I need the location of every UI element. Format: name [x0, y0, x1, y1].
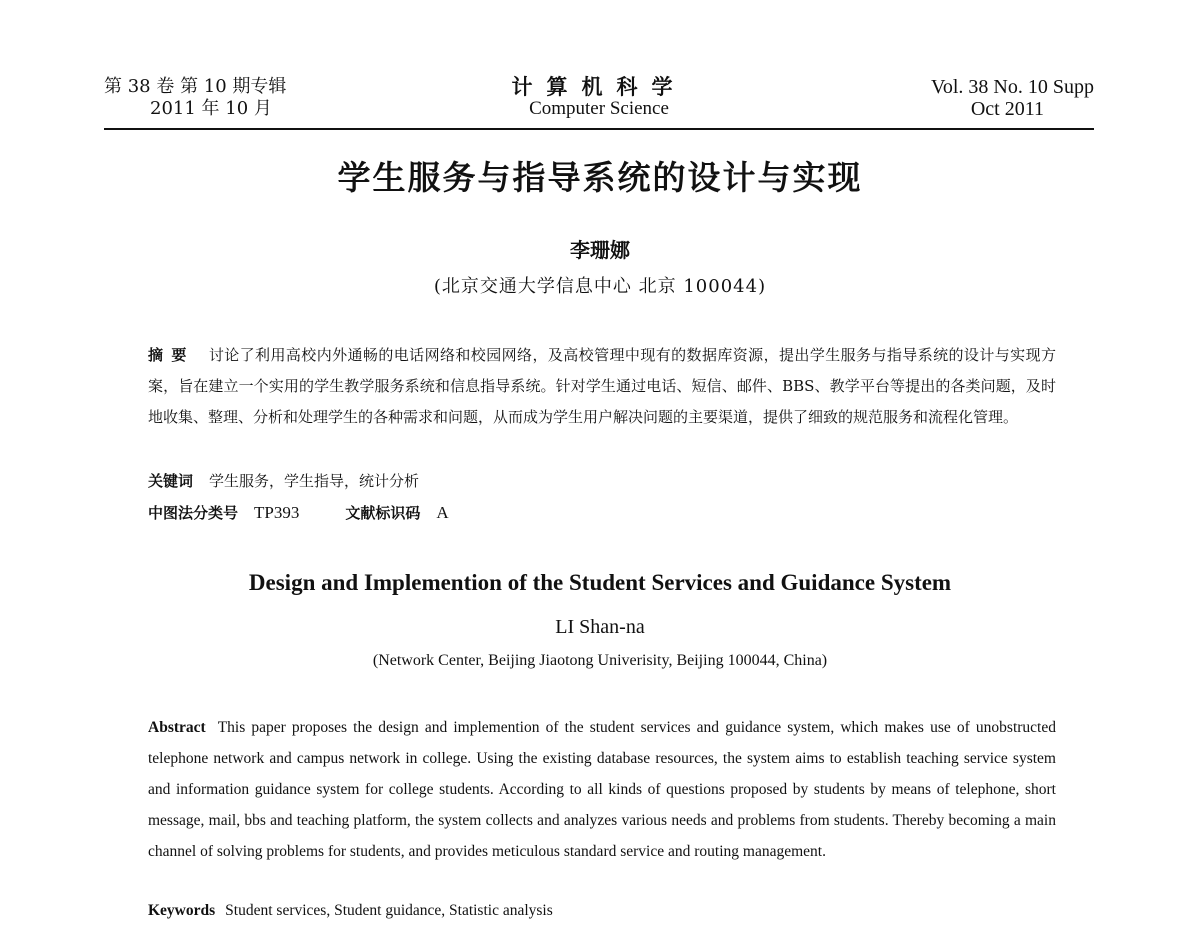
journal-header: [104, 76, 1094, 130]
abstract-label-en: Abstract: [148, 719, 206, 736]
issue-info-en: [931, 76, 1094, 120]
affiliation-cn: (北京交通大学信息中心 北京 100044): [433, 276, 767, 297]
abstract-label-cn: 摘要: [148, 346, 195, 364]
paper-title-en: Design and Implemention of the Student Services and Guidance System: [248, 570, 952, 595]
abstract-text-cn: 讨论了利用高校内外通畅的电话网络和校园网络，及高校管理中现有的数据库资源，提出学生服务与指导系统的设计与实现方案，旨在建立一个实用的学生教学服务系统和信息指导系统。针对学生通过电话、短信、邮件、BBS、教学平台等提出的各类问题，及时地收集、整理、分析和处理学生的各种需求和问题，从而成为学生用户解决问题的主要渠道，提供了细致的规范服务和流程化管理。: [148, 346, 1056, 426]
issue-date-en: Oct 2011: [970, 98, 1044, 120]
journal-name-en: Computer Science: [529, 98, 669, 119]
volume-issue-en: Vol. 38 No. 10 Supp: [931, 76, 1094, 98]
classification-label: 中图法分类号: [148, 504, 239, 522]
abstract-cn: [148, 340, 1056, 433]
journal-name-cn: 计算机科学: [511, 74, 687, 99]
keywords-en: [148, 902, 553, 920]
keywords-text-en: Student services, Student guidance, Statistic analysis: [225, 902, 553, 919]
keywords-label-cn: 关键词: [148, 472, 194, 490]
author-name-cn: 李珊娜: [570, 238, 630, 262]
abstract-en: [148, 712, 1056, 867]
volume-issue-cn: 第 38 卷 第 10 期专辑: [104, 76, 287, 97]
keywords-text-cn: 学生服务，学生指导，统计分析: [209, 472, 420, 490]
affiliation-en: (Network Center, Beijing Jiaotong Univerisity, Beijing 100044, China): [372, 652, 828, 669]
classification-value: TP393: [254, 503, 300, 522]
classification-cn: [148, 502, 449, 523]
issue-date-cn: 2011 年 10 月: [150, 98, 272, 119]
document-code-label: 文献标识码: [345, 504, 421, 522]
keywords-cn: [148, 470, 419, 491]
document-code-value: A: [436, 503, 449, 522]
author-name-en: LI Shan-na: [555, 616, 645, 638]
abstract-text-en: This paper proposes the design and implemention of the student services and guidance system, which makes use of unobstructed telephone network and campus network in college. Using the existing database resources, the system aims to establish teaching service system and information guidance system for college students. According to all kinds of questions proposed by students by means of telephone, short message, mail, bbs and teaching platform, the system collects and analyzes various needs and problems from students. Thereby becoming a main channel of solving problems for students, and provides meticulous standard service and routing management.: [148, 719, 1056, 860]
paper-title-cn: 学生服务与指导系统的设计与实现: [337, 158, 863, 197]
keywords-label-en: Keywords: [148, 902, 216, 919]
